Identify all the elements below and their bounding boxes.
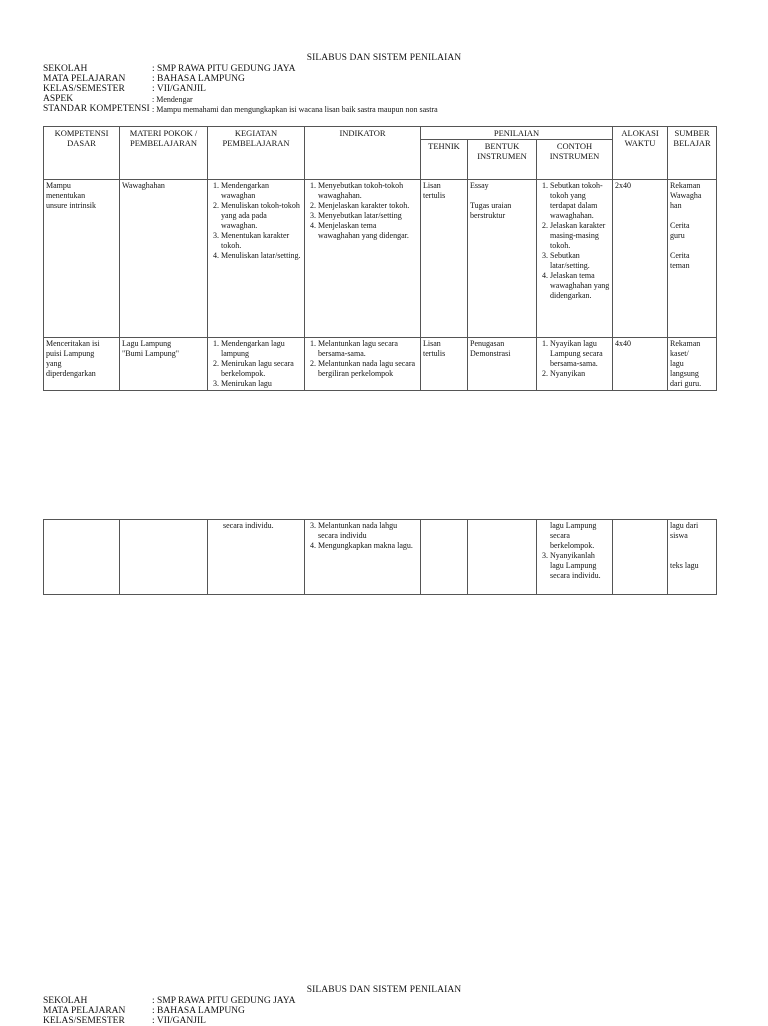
header-bentuk: BENTUK INSTRUMEN <box>468 140 537 180</box>
cell-contoh-text: lagu Lampung secara berkelompok. <box>550 521 597 550</box>
meta-label-mapel-2: MATA PELAJARAN <box>43 1006 126 1016</box>
table-row <box>44 520 717 595</box>
list-item: 2. Menuliskan tokoh-tokoh yang ada pada wawaghan. <box>221 201 302 231</box>
header-materi: MATERI POKOK / PEMBELAJARAN <box>120 127 208 180</box>
list-item: 1. Nyayikan lagu Lampung secara bersama-sama. <box>550 339 610 369</box>
page-title-2: SILABUS DAN SISTEM PENILAIAN <box>306 985 462 995</box>
list-item: 3. Sebutkan latar/setting. <box>550 251 610 271</box>
cell-contoh <box>537 520 613 595</box>
syllabus-table <box>43 126 717 391</box>
header-penilaian: PENILAIAN <box>421 127 613 140</box>
header-alokasi: ALOKASI WAKTU <box>613 127 668 180</box>
meta-label-aspek: ASPEK <box>43 94 74 104</box>
meta-label-kelas-2: KELAS/SEMESTER <box>43 1016 125 1026</box>
list-item: 1. Menyebutkan tokoh-tokoh wawaghahan. <box>318 181 418 201</box>
cell-indikator <box>305 338 421 391</box>
cell-materi: Lagu Lampung "Bumi Lampung" <box>120 338 208 391</box>
list-item: 3. Menirukan lagu <box>221 379 302 389</box>
cell-kegiatan-text: secara individu. <box>223 521 274 530</box>
cell-bentuk <box>468 520 537 595</box>
cell-sumber: Rekaman Wawagha han Cerita guru Cerita teman <box>668 180 717 338</box>
list-item: 3. Menentukan karakter tokoh. <box>221 231 302 251</box>
meta-value-kelas: : VII/GANJIL <box>152 84 206 94</box>
list-item: 2. Melantunkan nada lagu secara bergiliran perkelompok <box>318 359 418 379</box>
cell-kegiatan <box>208 520 305 595</box>
meta-value-sekolah: : SMP RAWA PITU GEDUNG JAYA <box>152 64 296 74</box>
meta-label-mapel: MATA PELAJARAN <box>43 74 126 84</box>
cell-kompetensi: Menceritakan isi puisi Lampung yang diperdengarkan <box>44 338 120 391</box>
header-kegiatan: KEGIATAN PEMBELAJARAN <box>208 127 305 180</box>
header-indikator: INDIKATOR <box>305 127 421 180</box>
cell-kompetensi: Mampu menentukan unsure intrinsik <box>44 180 120 338</box>
list-item: 4. Menjelaskan tema wawaghahan yang didengar. <box>318 221 418 241</box>
header-sumber: SUMBER BELAJAR <box>668 127 717 180</box>
cell-alokasi: 4x40 <box>613 338 668 391</box>
cell-tehnik <box>421 520 468 595</box>
table-row <box>44 338 717 391</box>
list-item: 3. Melantunkan nada lahgu secara individu <box>318 521 418 541</box>
list-item: 2. Nyanyikan <box>550 369 610 379</box>
meta-value-sk: : Mampu memahami dan mengungkapkan isi wacana lisan baik sastra maupun non sastra <box>152 105 438 114</box>
list-item: 1. Mendengarkan lagu lampung <box>221 339 302 359</box>
list-item: 1. Sebutkan tokoh-tokoh yang terdapat dalam wawaghahan. <box>550 181 610 221</box>
cell-indikator <box>305 520 421 595</box>
list-item: 4. Menuliskan latar/setting. <box>221 251 302 261</box>
list-item: 3. Nyanyikanlah lagu Lampung secara individu. <box>550 551 610 581</box>
cell-tehnik: Lisan tertulis <box>421 180 468 338</box>
cell-bentuk: Penugasan Demonstrasi <box>468 338 537 391</box>
header-tehnik: TEHNIK <box>421 140 468 180</box>
cell-materi: Wawaghahan <box>120 180 208 338</box>
header-kompetensi: KOMPETENSI DASAR <box>44 127 120 180</box>
cell-materi <box>120 520 208 595</box>
cell-sumber: Rekaman kaset/ lagu langsung dari guru. <box>668 338 717 391</box>
meta-value-mapel: : BAHASA LAMPUNG <box>152 74 245 84</box>
cell-kompetensi <box>44 520 120 595</box>
syllabus-table-continued <box>43 519 717 595</box>
header-contoh: CONTOH INSTRUMEN <box>537 140 613 180</box>
meta-label-sk: STANDAR KOMPETENSI <box>43 104 150 114</box>
meta-value-kelas-2: : VII/GANJIL <box>152 1016 206 1026</box>
cell-sumber: lagu dari siswa teks lagu <box>668 520 717 595</box>
table-row <box>44 180 717 338</box>
meta-value-aspek: : Mendengar <box>152 95 193 104</box>
meta-value-sekolah-2: : SMP RAWA PITU GEDUNG JAYA <box>152 996 296 1006</box>
meta-label-sekolah: SEKOLAH <box>43 64 88 74</box>
cell-kegiatan <box>208 180 305 338</box>
meta-value-mapel-2: : BAHASA LAMPUNG <box>152 1006 245 1016</box>
cell-contoh <box>537 338 613 391</box>
cell-bentuk: Essay Tugas uraian berstruktur <box>468 180 537 338</box>
cell-kegiatan <box>208 338 305 391</box>
cell-tehnik: Lisan tertulis <box>421 338 468 391</box>
cell-indikator <box>305 180 421 338</box>
page-title: SILABUS DAN SISTEM PENILAIAN <box>306 53 462 63</box>
list-item: 1. Mendengarkan wawaghan <box>221 181 302 201</box>
list-item: 1. Melantunkan lagu secara bersama-sama. <box>318 339 418 359</box>
cell-alokasi: 2x40 <box>613 180 668 338</box>
list-item: 2. Jelaskan karakter masing-masing tokoh. <box>550 221 610 251</box>
list-item: 3. Menyebutkan latar/setting <box>318 211 418 221</box>
meta-label-kelas: KELAS/SEMESTER <box>43 84 125 94</box>
cell-alokasi <box>613 520 668 595</box>
list-item: 2. Menjelaskan karakter tokoh. <box>318 201 418 211</box>
list-item: 4. Jelaskan tema wawaghahan yang didengarkan. <box>550 271 610 301</box>
cell-contoh <box>537 180 613 338</box>
list-item: 2. Menirukan lagu secara berkelompok. <box>221 359 302 379</box>
list-item: 4. Mengungkapkan makna lagu. <box>318 541 418 551</box>
meta-label-sekolah-2: SEKOLAH <box>43 996 88 1006</box>
